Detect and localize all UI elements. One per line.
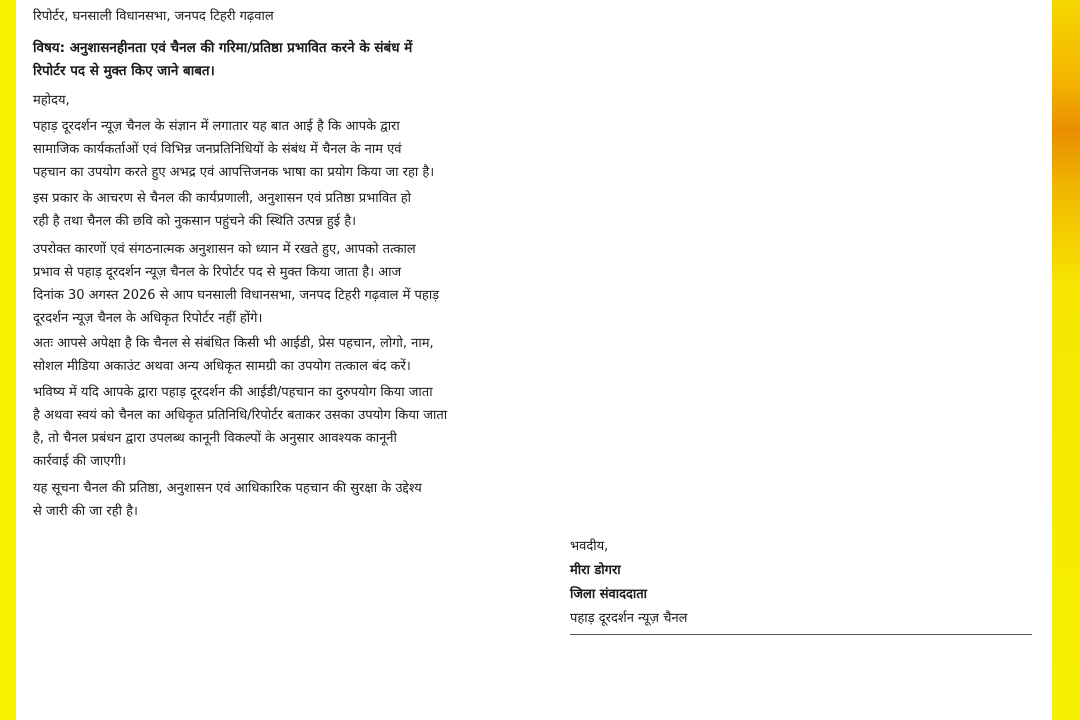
paragraph-line: से जारी की जा रही है। [33,504,138,519]
signature-divider [570,634,1032,635]
decorative-border [1052,0,1080,720]
paragraph-line: सामाजिक कार्यकर्ताओं एवं विभिन्न जनप्रतिनिधियों के संबंध में चैनल के नाम एवं [33,142,402,157]
subject-line: रिपोर्टर पद से मुक्त किए जाने बाबत। [33,63,215,79]
subject [33,37,412,83]
salutation: महोदय, [33,93,70,108]
cropped-text-fragment [112,0,152,2]
paragraph-line: उपरोक्त कारणों एवं संगठनात्मक अनुशासन को ध्यान में रखते हुए, आपको तत्काल [33,242,416,257]
paragraph [33,115,434,184]
paragraph-line: भविष्य में यदि आपके द्वारा पहाड़ दूरदर्शन की आईडी/पहचान का दुरुपयोग किया जाता [33,385,433,400]
paragraph-line: इस प्रकार के आचरण से चैनल की कार्यप्रणाली, अनुशासन एवं प्रतिष्ठा प्रभावित हो [33,191,412,206]
paragraph-line: है, तो चैनल प्रबंधन द्वारा उपलब्ध कानूनी विकल्पों के अनुसार आवश्यक कानूनी [33,431,397,446]
paragraph-line: कार्रवाई की जाएगी। [33,454,127,469]
paragraph-line: दूरदर्शन न्यूज़ चैनल के अधिकृत रिपोर्टर नहीं होंगे। [33,311,263,326]
paragraph [33,332,434,378]
paragraph-line: यह सूचना चैनल की प्रतिष्ठा, अनुशासन एवं आधिकारिक पहचान की सुरक्षा के उद्देश्य [33,481,422,496]
paragraph [33,477,422,523]
letter-page [16,0,1052,720]
paragraph [33,381,447,473]
recipient-line: रिपोर्टर, घनसाली विधानसभा, जनपद टिहरी गढ़वाल [33,9,274,24]
paragraph-line: दिनांक 30 अगस्त 2026 से आप घनसाली विधानसभा, जनपद टिहरी गढ़वाल में पहाड़ [33,288,440,303]
paragraph-line: पहाड़ दूरदर्शन न्यूज़ चैनल के संज्ञान में लगातार यह बात आई है कि आपके द्वारा [33,119,400,134]
closing: भवदीय, [570,539,609,554]
paragraph [33,187,411,233]
paragraph-line: है अथवा स्वयं को चैनल का अधिकृत प्रतिनिधि/रिपोर्टर बताकर उसका उपयोग किया जाता [33,408,448,423]
signatory-designation: जिला संवाददाता [570,587,648,602]
subject-line: विषय: अनुशासनहीनता एवं चैनल की गरिमा/प्रतिष्ठा प्रभावित करने के संबंध में [33,40,413,56]
signatory-organization: पहाड़ दूरदर्शन न्यूज़ चैनल [570,611,688,626]
paragraph [33,238,439,330]
paragraph-line: पहचान का उपयोग करते हुए अभद्र एवं आपत्तिजनक भाषा का प्रयोग किया जा रहा है। [33,165,435,180]
paragraph-line: रही है तथा चैनल की छवि को नुकसान पहुंचने की स्थिति उत्पन्न हुई है। [33,214,357,229]
signature-block [570,535,688,631]
paragraph-line: अतः आपसे अपेक्षा है कि चैनल से संबंधित किसी भी आईडी, प्रेस पहचान, लोगो, नाम, [33,336,434,351]
paragraph-line: सोशल मीडिया अकाउंट अथवा अन्य अधिकृत सामग्री का उपयोग तत्काल बंद करें। [33,359,411,374]
paragraph-line: प्रभाव से पहाड़ दूरदर्शन न्यूज़ चैनल के रिपोर्टर पद से मुक्त किया जाता है। आज [33,265,402,280]
signatory-name: मीरा डोगरा [570,563,621,578]
